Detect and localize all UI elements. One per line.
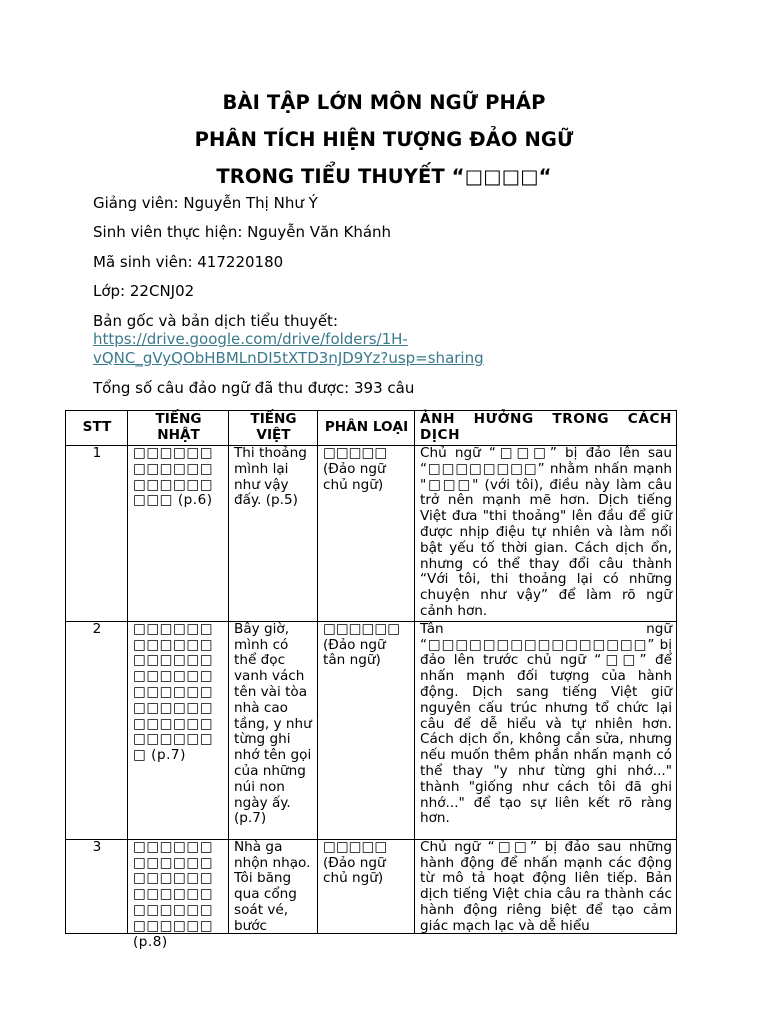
inversion-type: □□□□□□ (Đảo ngữ tân ngữ) [318,621,415,839]
header-type: PHÂN LOẠI [318,411,415,446]
inversion-type: □□□□□ (Đảo ngữ chủ ngữ) [318,446,415,622]
title-line-3: TRONG TIỂU THUYẾT “□□□□“ [216,165,552,188]
header-effect: ẢNH HƯỞNG TRONG CÁCH DỊCH [415,411,677,446]
header-stt: STT [66,411,128,446]
translation-effect: Chủ ngữ “□□□” bị đảo lên sau “□□□□□□□□” nhằm nhấn mạnh "□□□" (với tôi), điều này làm câu trở nên mạnh mẽ hơn. Dịch tiếng Việt đưa "thi thoảng" lên đầu để giữ được nhịp điệu tự nhiên và làm nổi bật yếu tố thời gian. Cách dịch ổn, nhưng có thể thay đổi câu thành “Với tôi, thi thoảng lại có những chuyện như vậy” để làm rõ ngữ cảnh hơn. [415,446,677,622]
student-line: Sinh viên thực hiện: Nguyễn Văn Khánh [93,223,392,241]
title-line-2: PHÂN TÍCH HIỆN TƯỢNG ĐẢO NGỮ [194,128,574,151]
table-row [66,839,677,933]
row-number: 2 [66,621,128,839]
drive-link-line-2[interactable]: vQNC_gVyQObHBMLnDI5tXTD3nJD9Yz?usp=sharing [93,349,484,367]
inversion-table [65,410,677,950]
drive-link-line-1[interactable]: https://drive.google.com/drive/folders/1H- [93,330,408,348]
document-title [0,84,768,195]
translation-effect: Chủ ngữ “□□” bị đảo sau những hành động để nhấn mạnh các động từ mô tả hoạt động liên tiếp. Bản dịch tiếng Việt chia câu ra thành các hành động riêng biệt để tạo cảm giác mạch lạc và dễ hiểu [420,838,672,934]
japanese-sentence: □□□□□□□□□□□□□□□□□□□□□□□□□□□□□□□□□□□□ (p.8) [133,838,214,950]
source-label: Bản gốc và bản dịch tiểu thuyết: [93,312,338,330]
row-number: 3 [92,838,102,855]
vietnamese-sentence: Thi thoảng mình lại như vậy đấy. (p.5) [229,446,318,622]
total-count-line: Tổng số câu đảo ngữ đã thu được: 393 câu [93,379,415,397]
class-line: Lớp: 22CNJ02 [93,282,195,300]
inversion-type: □□□□□ (Đảo ngữ chủ ngữ) [323,838,388,887]
table-row [66,621,677,839]
japanese-sentence: □□□□□□□□□□□□□□□□□□□□□ (p.6) [128,446,229,622]
japanese-sentence: □□□□□□□□□□□□□□□□□□□□□□□□□□□□□□□□□□□□□□□□□□□□□□□□□ (p.7) [128,621,229,839]
row-number: 1 [66,446,128,622]
table-header-row [66,411,677,446]
vietnamese-sentence: Bây giờ, mình có thể đọc vanh vách tên vài tòa nhà cao tầng, y như từng ghi nhớ tên gọi của những núi non ngày ấy. (p.7) [229,621,318,839]
student-id-line: Mã sinh viên: 417220180 [93,253,284,271]
title-line-1: BÀI TẬP LỚN MÔN NGỮ PHÁP [222,91,546,114]
table-row [66,446,677,622]
lecturer-line: Giảng viên: Nguyễn Thị Như Ý [93,194,318,212]
header-vietnamese: TIẾNG VIỆT [229,411,318,446]
header-japanese: TIẾNG NHẬT [128,411,229,446]
vietnamese-sentence: Nhà ga nhộn nhạo. Tôi băng qua cổng soát vé, bước [234,838,311,934]
translation-effect: Tân ngữ “□□□□□□□□□□□□□□□□” bị đảo lên trước chủ ngữ “□□” để nhấn mạnh đối tượng của hành động. Dịch sang tiếng Việt giữ nguyên cấu trúc nhưng tổ chức lại câu để dễ hiểu và tự nhiên hơn. Cách dịch ổn, không cần sửa, nhưng nếu muốn thêm phần nhấn mạnh có thể thay "y như từng ghi nhớ..." thành "giống như cách tôi đã ghi nhớ..." để tạo sự liên kết rõ ràng hơn. [415,621,677,839]
